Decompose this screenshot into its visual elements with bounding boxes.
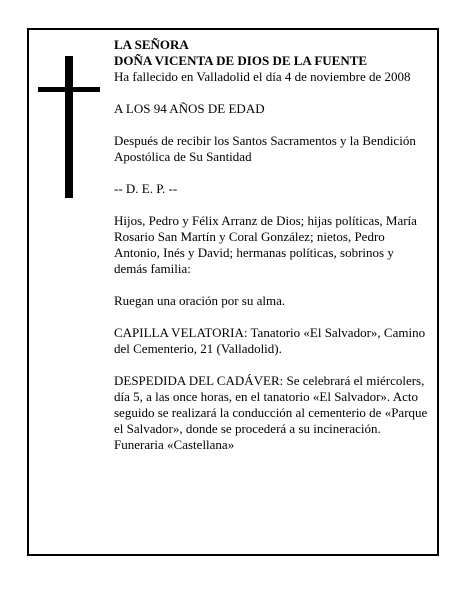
farewell-label: DESPEDIDA DEL CADÁVER:: [114, 373, 284, 388]
age-line: A LOS 94 AÑOS DE EDAD: [114, 101, 265, 116]
rip-line: -- D. E. P. --: [114, 181, 178, 196]
farewell-paragraph: [114, 373, 430, 437]
cross-vertical-bar: [65, 56, 73, 198]
title-line-1: LA SEÑORA: [114, 37, 189, 52]
cross-horizontal-bar: [38, 87, 100, 92]
obituary-text: [114, 37, 430, 453]
chapel-paragraph: [114, 325, 430, 357]
death-announcement: Ha fallecido en Valladolid el día 4 de noviembre de 2008: [114, 69, 411, 84]
farewell-text: Se celebrará el miércolers, día 5, a las once horas, en el tanatorio «El Salvador». Acto seguido se realizará la conducción al cementerio de «Parque el Salvador», donde se procederá a su incineración.: [114, 373, 428, 436]
deceased-name: DOÑA VICENTA DE DIOS DE LA FUENTE: [114, 53, 368, 68]
prayer-line: Ruegan una oración por su alma.: [114, 293, 286, 308]
latin-cross-icon: [38, 56, 100, 198]
sacraments-line: Después de recibir los Santos Sacramentos y la Bendición Apostólica de Su Santidad: [114, 133, 416, 164]
family-line: Hijos, Pedro y Félix Arranz de Dios; hijas políticas, María Rosario San Martín y Coral González; nietos, Pedro Antonio, Inés y David; hermanas políticas, sobrinos y demás familia:: [114, 213, 417, 276]
chapel-text: Tanatorio «El Salvador», Camino del Cementerio, 21 (Valladolid).: [114, 325, 426, 356]
chapel-label: CAPILLA VELATORIA:: [114, 325, 248, 340]
funeral-home: Funeraria «Castellana»: [114, 437, 235, 452]
